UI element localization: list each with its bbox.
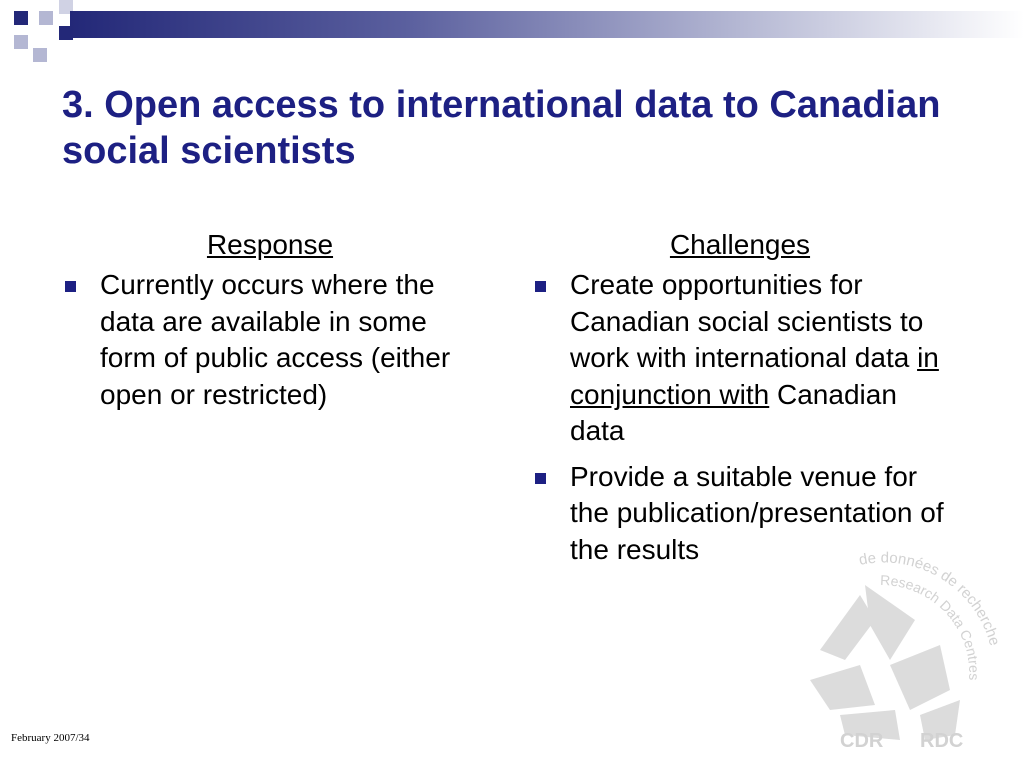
research-data-centres-logo: [800, 540, 1010, 755]
logo-name-en: Research Data Centres: [879, 571, 983, 681]
logo-name-fr: de données de recherche: [857, 549, 1004, 648]
bullet-text: Provide a suitable venue for the publication/presentation of the results: [570, 460, 944, 565]
logo-abbr-en: RDC: [920, 730, 964, 752]
bullet-text-start: Create opportunities for Canadian social scientists to work with international data: [570, 269, 924, 373]
logo-shard: [865, 585, 915, 660]
list-item: [525, 267, 955, 450]
bullet-text: Currently occurs where the data are available in some form of public access (either open or restricted): [100, 269, 451, 410]
corner-square-light: [14, 35, 28, 49]
logo-shard: [820, 595, 875, 660]
logo-shard: [810, 665, 875, 710]
slide-title: 3. Open access to international data to Canadian social scientists: [62, 84, 941, 172]
challenges-heading: Challenges: [669, 229, 811, 260]
slide-footer: February 2007/34: [11, 732, 90, 744]
list-item: [55, 267, 485, 413]
underlined-phrase: in conjunction with: [570, 342, 939, 410]
corner-square-navy: [14, 11, 28, 25]
bullet-text-end: Canadian data: [570, 378, 897, 446]
response-heading: Response: [206, 229, 334, 260]
logo-abbr-fr: CDR: [840, 730, 884, 752]
logo-shard: [890, 645, 950, 710]
header-gradient-bar: [70, 11, 1024, 38]
challenges-bullet-list: [525, 267, 955, 568]
response-bullet-list: [55, 267, 485, 413]
square-bullet-icon: [535, 473, 546, 484]
square-bullet-icon: [535, 281, 546, 292]
corner-square-light: [39, 11, 53, 25]
square-bullet-icon: [65, 281, 76, 292]
response-column: [55, 228, 485, 422]
corner-square-light: [33, 48, 47, 62]
challenges-column: [525, 228, 955, 577]
